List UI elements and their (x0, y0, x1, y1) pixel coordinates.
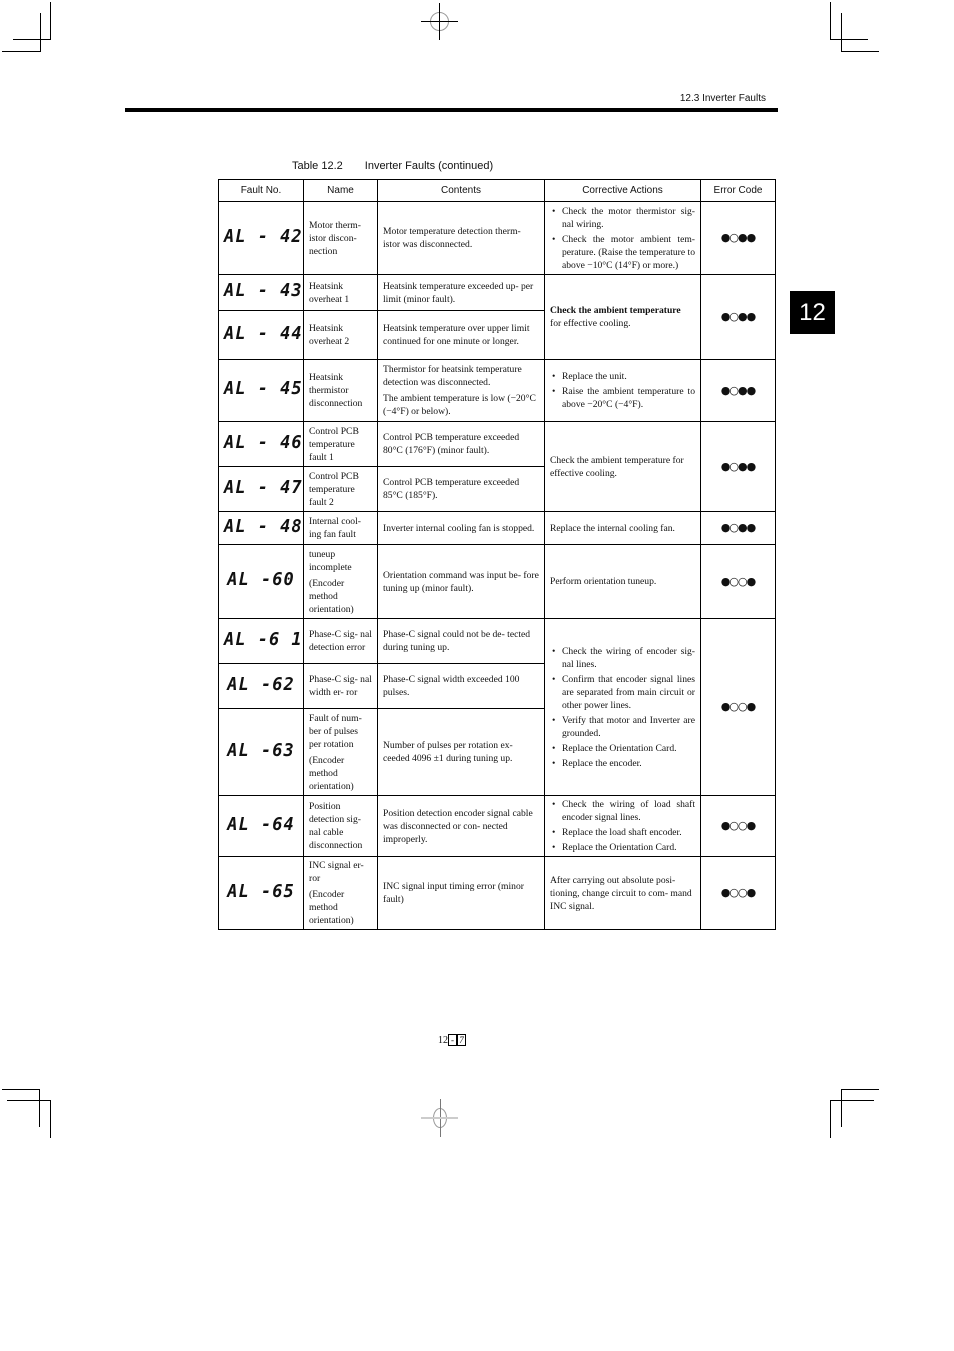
fault-name: Motor therm- istor discon- nection (304, 202, 378, 275)
fault-name-main: Fault of num- ber of pulses per rotation (309, 712, 362, 750)
fault-name-note: (Encoder method orientation) (309, 577, 354, 615)
column-header-contents: Contents (378, 180, 545, 202)
table-caption (292, 160, 493, 172)
fault-name-note: (Encoder method orientation) (309, 889, 354, 926)
fault-name-note: (Encoder method orientation) (309, 754, 354, 792)
fault-code: AL - 46 (224, 431, 303, 453)
fault-contents: Inverter internal cooling fan is stopped. (378, 512, 545, 545)
fault-name: Position detection sig- nal cable disconnection (304, 796, 378, 857)
table-row (219, 619, 776, 664)
fault-name: Phase-C sig- nal width er- ror (304, 664, 378, 709)
error-code-led-pattern: ●○●● (720, 383, 756, 397)
corrective-actions: Perform orientation tuneup. (545, 545, 701, 619)
fault-code: AL -64 (227, 813, 295, 835)
error-code-led-pattern: ●○○● (720, 819, 756, 832)
table-number: Table 12.2 (292, 160, 343, 172)
inverter-faults-table (218, 179, 776, 930)
page-number-chapter: 12 (438, 1035, 448, 1046)
error-code-led-pattern: ●○○● (720, 886, 756, 899)
fault-contents: Control PCB temperature exceeded 80°C (176°F) (minor fault). (378, 422, 545, 467)
corrective-actions (545, 202, 701, 275)
action-item: • Check the motor thermistor sig- nal wiring. (550, 205, 695, 231)
fault-name: Heatsink overheat 1 (304, 275, 378, 311)
error-code-led-pattern: ●○●● (720, 310, 756, 323)
fault-name: Internal cool- ing fan fault (304, 512, 378, 545)
error-code-led-pattern: ●○●● (720, 459, 756, 473)
fault-name-main: INC signal er- ror (309, 860, 364, 884)
table-header-row (219, 180, 776, 202)
table-title: Inverter Faults (continued) (364, 160, 494, 172)
page-number-digit-box: 7 (457, 1034, 466, 1046)
corrective-actions (545, 360, 701, 422)
table-row (219, 275, 776, 311)
corrective-actions-merged-pcb: Check the ambient temperature for effective cooling. (545, 422, 701, 512)
error-code-led-pattern: ●○●● (720, 521, 756, 534)
fault-contents: Phase-C signal could not be de- tected during tuning up. (378, 619, 545, 664)
fault-code: AL -60 (227, 569, 295, 591)
fault-name (304, 545, 378, 619)
action-item: • Raise the ambient temperature to above −20°C (−4°F). (550, 385, 695, 411)
action-item: • Confirm that encoder signal lines are separated from main circuit or other power lines. (550, 673, 695, 712)
chapter-tab: 12 (790, 291, 835, 334)
fault-name: Control PCB temperature fault 2 (304, 467, 378, 512)
fault-code: AL - 42 (224, 225, 303, 247)
error-code-led-pattern: ●○○● (720, 574, 756, 588)
table-row (219, 857, 776, 930)
column-header-fault-no: Fault No. (219, 180, 304, 202)
fault-code: AL -63 (227, 739, 295, 761)
fault-contents: Orientation command was input be- fore tuning up (minor fault). (378, 545, 545, 619)
fault-contents: Number of pulses per rotation ex- ceeded 4096 ±1 during tuning up. (378, 709, 545, 796)
contents-line: Thermistor for heatsink temperature detection was disconnected. (383, 364, 522, 388)
fault-contents: Heatsink temperature exceeded up- per limit (minor fault). (378, 275, 545, 311)
fault-name (304, 857, 378, 930)
corrective-actions: After carrying out absolute posi- tioning, change circuit to com- mand INC signal. (545, 857, 701, 930)
fault-contents: Motor temperature detection therm- istor was disconnected. (378, 202, 545, 275)
header-rule (125, 108, 778, 112)
action-item: • Replace the unit. (550, 370, 695, 383)
table-row (219, 202, 776, 275)
corrective-actions: Replace the internal cooling fan. (545, 512, 701, 545)
fault-name (304, 709, 378, 796)
fault-code: AL - 45 (224, 378, 303, 400)
action-item: • Replace the load shaft encoder. (550, 826, 695, 839)
fault-name: Heatsink thermistor disconnection (304, 360, 378, 422)
action-item: • Replace the encoder. (550, 757, 695, 770)
action-line: for effective cooling. (550, 318, 631, 329)
error-code-led-pattern: ●○●● (720, 231, 756, 244)
action-item: • Replace the Orientation Card. (550, 742, 695, 755)
fault-name: Phase-C sig- nal detection error (304, 619, 378, 664)
corrective-actions-merged-phase-c (545, 619, 701, 796)
fault-name: Heatsink overheat 2 (304, 311, 378, 360)
fault-code: AL - 47 (224, 476, 303, 498)
table-row (219, 545, 776, 619)
error-code-led-pattern: ●○○● (720, 700, 756, 713)
corrective-actions (545, 796, 701, 857)
fault-code: AL - 44 (224, 322, 303, 344)
fault-contents: Heatsink temperature over upper limit continued for one minute or longer. (378, 311, 545, 360)
fault-code: AL -62 (227, 673, 295, 695)
fault-code: AL - 48 (224, 515, 303, 537)
fault-code: AL - 43 (224, 280, 303, 302)
table-row (219, 512, 776, 545)
column-header-error-code: Error Code (701, 180, 776, 202)
page-number (438, 1034, 466, 1046)
fault-contents: Control PCB temperature exceeded 85°C (185°F). (378, 467, 545, 512)
running-header: 12.3 Inverter Faults (679, 93, 766, 104)
fault-contents: Phase-C signal width exceeded 100 pulses. (378, 664, 545, 709)
action-item: • Replace the Orientation Card. (550, 841, 695, 854)
column-header-name: Name (304, 180, 378, 202)
fault-contents: Position detection encoder signal cable was disconnected or con- nected improperly. (378, 796, 545, 857)
fault-name: Control PCB temperature fault 1 (304, 422, 378, 467)
action-line: Check the ambient temperature (550, 305, 681, 316)
contents-line: The ambient temperature is low (−20°C (−4°F) or below). (383, 393, 536, 417)
fault-code: AL -65 (227, 880, 295, 902)
action-item: • Verify that motor and Inverter are grounded. (550, 714, 695, 740)
fault-code: AL -6 1 (224, 628, 303, 650)
table-row (219, 360, 776, 422)
corrective-actions-merged-heatsink (545, 275, 701, 360)
fault-contents (378, 360, 545, 422)
table-row (219, 796, 776, 857)
action-item: • Check the wiring of load shaft encoder signal lines. (550, 798, 695, 824)
action-item: • Check the motor ambient tem- perature. (Raise the temperature to above −10°C (14°F) or more.) (550, 233, 695, 272)
fault-contents: INC signal input timing error (minor fault) (378, 857, 545, 930)
column-header-corrective-actions: Corrective Actions (545, 180, 701, 202)
action-item: • Check the wiring of encoder sig- nal lines. (550, 645, 695, 671)
table-row (219, 422, 776, 467)
page-number-dash-box: - (448, 1034, 457, 1046)
fault-name-main: tuneup incomplete (309, 548, 352, 573)
